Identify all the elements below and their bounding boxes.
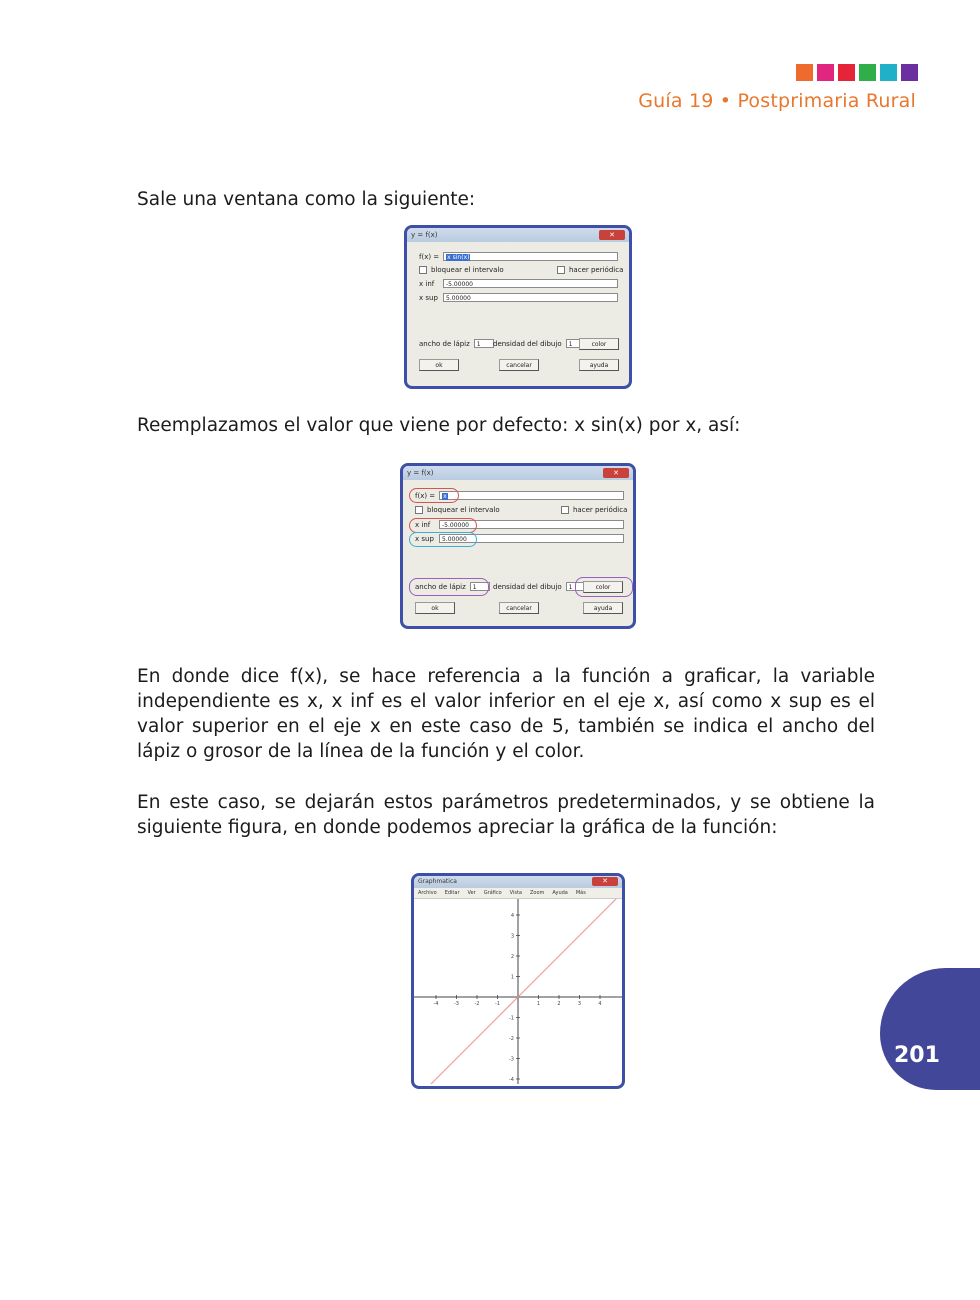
xinf-label: x inf: [415, 520, 431, 529]
xsup-highlight-ellipse: [409, 532, 477, 547]
xsup-input[interactable]: 5.00000: [443, 293, 618, 302]
x-tick-label: -2: [474, 1001, 480, 1007]
color-square: [796, 64, 813, 81]
lock-label: bloquear el intervalo: [431, 266, 504, 274]
fx-input[interactable]: [439, 491, 624, 500]
dialog-title: y = f(x): [407, 469, 434, 477]
fx-value: x sin(x): [447, 254, 470, 261]
color-square: [859, 64, 876, 81]
paragraph-4: En este caso, se dejarán estos parámetros predeterminados, y se obtiene la siguiente figura, en donde podemos apreciar la gráfica de la función:: [137, 792, 875, 838]
density-row: [493, 339, 584, 348]
close-icon[interactable]: ✕: [599, 230, 625, 240]
periodic-label: hacer periódica: [569, 266, 624, 274]
paragraph-3: En donde dice f(x), se hace referencia a la función a graficar, la variable independiente es x, x inf es el valor inferior en el eje x, así como x sup es el valor superior en el eje x en este caso de 5, también se indica el ancho del lápiz o grosor de la línea de la función y el color.: [137, 666, 875, 762]
x-tick-label: -1: [495, 1001, 500, 1007]
fx-value: x: [443, 493, 447, 500]
pen-highlight-ellipse: [409, 578, 489, 596]
periodic-label: hacer periódica: [573, 506, 628, 514]
xinf-row: [419, 279, 618, 288]
color-button[interactable]: color: [583, 581, 623, 593]
fx-input[interactable]: [443, 252, 618, 261]
x-tick-label: 2: [557, 1001, 561, 1007]
y-tick-label: 2: [510, 954, 514, 960]
paragraph-2: Reemplazamos el valor que viene por defecto: x sin(x) por x, así:: [137, 415, 741, 436]
xsup-label: x sup: [419, 293, 438, 302]
xinf-highlight-ellipse: [409, 518, 477, 533]
color-square: [880, 64, 897, 81]
graph-menubar: [414, 888, 622, 899]
help-button[interactable]: ayuda: [579, 359, 619, 371]
fx-label: f(x) =: [419, 252, 440, 261]
pen-label: ancho de lápiz: [419, 339, 470, 348]
color-button[interactable]: color: [579, 338, 619, 350]
color-square: [817, 64, 834, 81]
lock-checkbox[interactable]: [419, 266, 427, 274]
pen-input[interactable]: 1: [474, 339, 494, 348]
dialog-titlebar: [403, 466, 633, 480]
periodic-row: [557, 266, 623, 274]
x-tick-label: 1: [536, 1001, 541, 1007]
menu-item[interactable]: Ver: [467, 890, 476, 896]
xsup-label: x sup: [415, 534, 434, 543]
fx-row: [419, 252, 618, 261]
menu-item[interactable]: Zoom: [529, 890, 545, 896]
cancel-button[interactable]: cancelar: [499, 602, 539, 614]
y-tick-label: -3: [509, 1056, 514, 1063]
density-input[interactable]: 1: [566, 339, 584, 348]
x-tick-label: 3: [577, 1001, 582, 1007]
density-row: [493, 582, 584, 591]
xinf-input[interactable]: -5.00000: [443, 279, 618, 288]
pen-row: [419, 339, 494, 348]
xinf-label: x inf: [419, 279, 435, 288]
pen-input[interactable]: 1: [470, 582, 490, 591]
dialog-titlebar: [407, 228, 629, 242]
graph-title: Graphmatica: [418, 878, 457, 885]
lock-label: bloquear el intervalo: [427, 506, 500, 514]
density-label: densidad del dibujo: [493, 339, 562, 348]
x-tick-label: -3: [454, 1001, 459, 1007]
ok-button[interactable]: ok: [419, 359, 459, 371]
menu-item[interactable]: Ayuda: [552, 890, 568, 896]
y-tick-label: 3: [510, 933, 514, 940]
page-number: 201: [894, 1043, 940, 1068]
y-tick-label: -4: [509, 1077, 514, 1083]
density-label: densidad del dibujo: [493, 582, 562, 591]
cancel-button[interactable]: cancelar: [499, 359, 539, 371]
y-tick-label: 4: [510, 913, 514, 919]
close-icon[interactable]: ✕: [592, 877, 618, 886]
lock-row: [415, 506, 500, 514]
density-input[interactable]: 1: [566, 582, 584, 591]
menu-item[interactable]: Gráfico: [483, 890, 502, 896]
dialog-title: y = f(x): [411, 231, 438, 239]
menu-item[interactable]: Más: [575, 890, 586, 896]
help-button[interactable]: ayuda: [583, 602, 623, 614]
y-tick-label: 1: [510, 974, 514, 981]
graph-window-screenshot: [411, 873, 625, 1089]
menu-item[interactable]: Vista: [509, 890, 522, 896]
paragraph-1: Sale una ventana como la siguiente:: [137, 189, 476, 210]
periodic-checkbox[interactable]: [561, 506, 569, 514]
x-tick-label: -4: [433, 1001, 439, 1007]
pen-label: ancho de lápiz: [415, 582, 466, 591]
dialog-screenshot-1: [404, 225, 632, 389]
y-tick-label: -2: [509, 1036, 514, 1042]
fx-label: f(x) =: [415, 491, 436, 500]
dialog-screenshot-2: [400, 463, 636, 629]
header-color-squares: [796, 64, 918, 81]
lock-checkbox[interactable]: [415, 506, 423, 514]
menu-item[interactable]: Archivo: [418, 890, 437, 896]
color-square: [901, 64, 918, 81]
color-square: [838, 64, 855, 81]
menu-item[interactable]: Editar: [444, 890, 460, 896]
y-tick-label: -1: [509, 1015, 514, 1022]
ok-button[interactable]: ok: [415, 602, 455, 614]
fx-highlight-ellipse: [409, 488, 459, 503]
color-highlight-ellipse: [575, 577, 633, 597]
close-icon[interactable]: ✕: [603, 468, 629, 478]
periodic-row: [561, 506, 627, 514]
xinf-input[interactable]: -5.00000: [439, 520, 624, 529]
xsup-row: [419, 293, 618, 302]
function-graph: [414, 899, 622, 1084]
periodic-checkbox[interactable]: [557, 266, 565, 274]
xsup-input[interactable]: 5.00000: [439, 534, 624, 543]
lock-row: [419, 266, 504, 274]
x-tick-label: 4: [598, 1001, 602, 1007]
graph-titlebar: [414, 876, 622, 888]
page-number-tab: [880, 968, 980, 1090]
header-title: Guía 19 • Postprimaria Rural: [638, 90, 916, 112]
